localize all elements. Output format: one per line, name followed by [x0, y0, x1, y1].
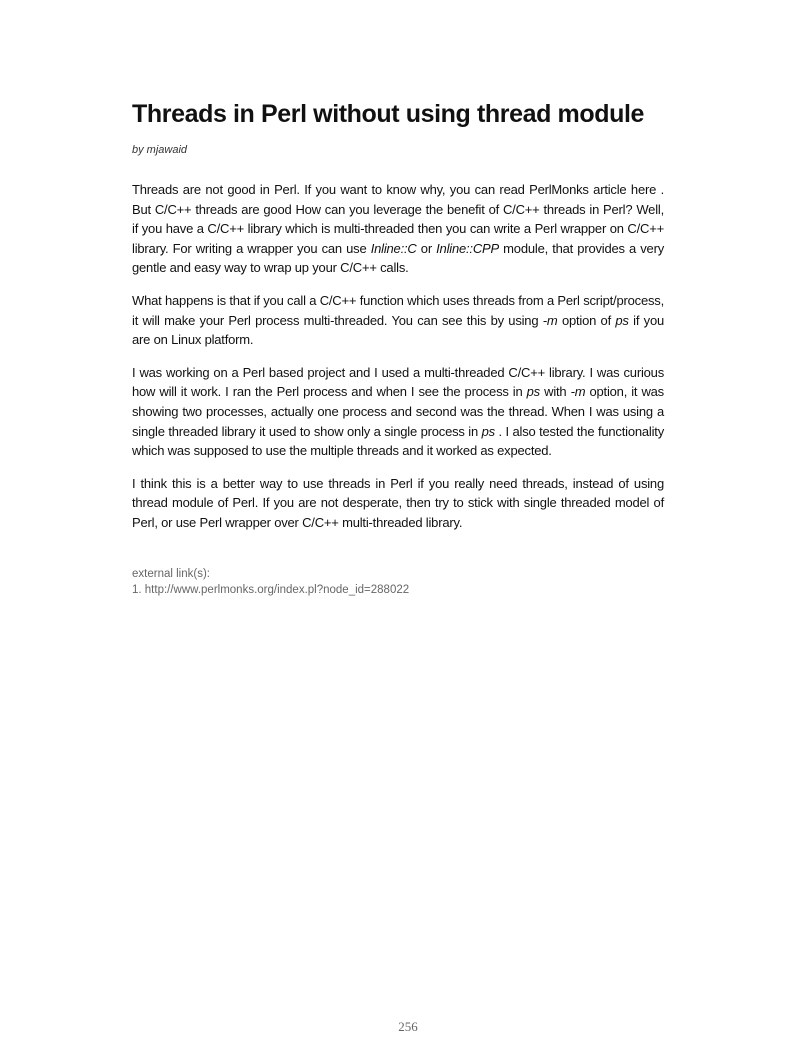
article-body	[132, 180, 664, 533]
article	[132, 96, 664, 598]
paragraph-2: What happens is that if you call a C/C++ function which uses threads from a Perl script/process, it will make your Perl process multi-threaded. You can see this by using -m option of ps if you are on Linux platform.	[132, 292, 664, 348]
article-title: Threads in Perl without using thread module	[132, 100, 645, 128]
page-number: 256	[398, 1019, 418, 1034]
paragraph-3: I was working on a Perl based project and I used a multi-threaded C/C++ library. I was curious how will it work. I ran the Perl process and when I see the process in ps with -m option, it was showing two processes, actually one process and second was the thread. When I was using a single threaded library it used to show only a single process in ps . I also tested the functionality which was supposed to use the multiple threads and it worked as expected.	[132, 364, 664, 459]
external-links-label: external link(s):	[132, 567, 210, 580]
paragraph-1: Threads are not good in Perl. If you want to know why, you can read PerlMonks article here . But C/C++ threads are good How can you leverage the benefit of C/C++ threads in Perl? Well, if you have a C/C++ library which is multi-threaded then you can write a Perl wrapper on C/C++ library. For writing a wrapper you can use Inline::C or Inline::CPP module, that provides a very gentle and easy way to wrap up your C/C++ calls.	[132, 182, 664, 276]
external-links	[132, 566, 664, 598]
paragraph-4: I think this is a better way to use threads in Perl if you really need threads, instead of using thread module of Perl. If you are not desperate, then try to stick with single threaded model of Perl, or use Perl wrapper over C/C++ multi-threaded library.	[132, 475, 664, 530]
external-link[interactable]: 1. http://www.perlmonks.org/index.pl?node_id=288022	[132, 583, 410, 596]
article-byline: by mjawaid	[132, 144, 188, 156]
